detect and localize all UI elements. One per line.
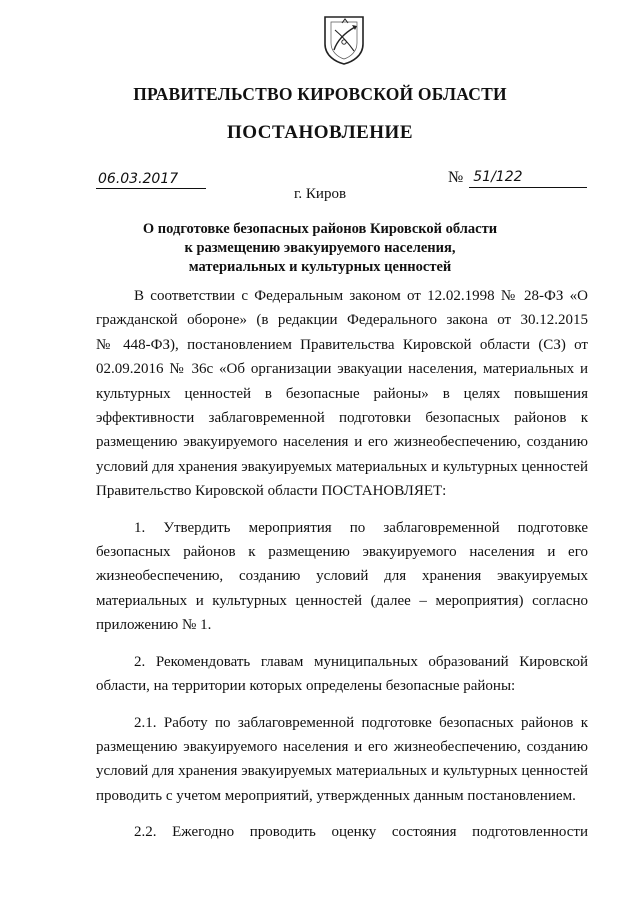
city-label: г. Киров (293, 186, 347, 202)
text-line: Правительство Кировской области ПОСТАНОВЛЯЕТ: (96, 483, 447, 500)
number-value: 51/122 (469, 167, 587, 188)
text-line: № 448-ФЗ), постановлением Правительства Кировской области (СЗ) от (96, 336, 588, 353)
document-subject (0, 220, 640, 277)
text-line: приложению № 1. (96, 617, 212, 634)
coat-of-arms-icon (322, 14, 366, 66)
text-line: материальных и культурных ценностей (далее – мероприятия) согласно (96, 592, 588, 609)
text-line: жизнеобеспечению, созданию условий для хранения эвакуируемых (96, 568, 588, 585)
text-line: культурных ценностей в безопасные районы» в целях повышения (96, 385, 588, 402)
item-2-1-paragraph (96, 711, 588, 809)
number-sign: № (448, 169, 464, 186)
text-line: проводить с учетом мероприятий, утвержденных данным постановлением. (96, 787, 576, 804)
organization-title: ПРАВИТЕЛЬСТВО КИРОВСКОЙ ОБЛАСТИ (133, 84, 507, 104)
text-line: 2.1. Работу по заблаговременной подготовке безопасных районов к (134, 714, 588, 731)
document-number (448, 167, 587, 187)
text-line: гражданской обороне» (в редакции Федерального закона от 30.12.2015 (96, 312, 588, 329)
text-line: 2.2. Ежегодно проводить оценку состояния подготовленности (134, 824, 588, 841)
text-line: 2. Рекомендовать главам муниципальных образований Кировской (134, 653, 588, 670)
text-line: области, на территории которых определены безопасные районы: (96, 678, 516, 695)
text-line: 1. Утвердить мероприятия по заблаговременной подготовке (134, 519, 588, 536)
document-type-title: ПОСТАНОВЛЕНИЕ (226, 122, 414, 143)
text-line: 02.09.2016 № 36с «Об организации эвакуации населения, материальных и (96, 361, 588, 378)
text-line: безопасных районов к размещению эвакуируемого населения и его (96, 544, 588, 561)
subject-line: к размещению эвакуируемого населения, (184, 240, 456, 256)
item-2-paragraph (96, 650, 588, 699)
document-body (96, 284, 588, 845)
text-line: эффективности заблаговременной подготовки безопасных районов к (96, 410, 588, 427)
preamble-paragraph (96, 284, 588, 504)
text-line: размещению эвакуируемого населения и его жизнеобеспечению, созданию (96, 738, 588, 755)
text-line: В соответствии с Федеральным законом от 12.02.1998 № 28-ФЗ «О (134, 288, 588, 304)
document-date: 06.03.2017 (96, 170, 206, 189)
text-line: условий для хранения эвакуируемых материальных и культурных ценностей (96, 458, 588, 475)
subject-line: материальных и культурных ценностей (188, 259, 452, 275)
text-line: условий для хранения эвакуируемых материальных и культурных ценностей (96, 763, 588, 780)
text-line: размещению эвакуируемого населения и его жизнеобеспечению, созданию (96, 434, 588, 451)
item-2-2-paragraph (96, 820, 588, 844)
item-1-paragraph (96, 516, 588, 638)
subject-line: О подготовке безопасных районов Кировской области (142, 221, 498, 237)
